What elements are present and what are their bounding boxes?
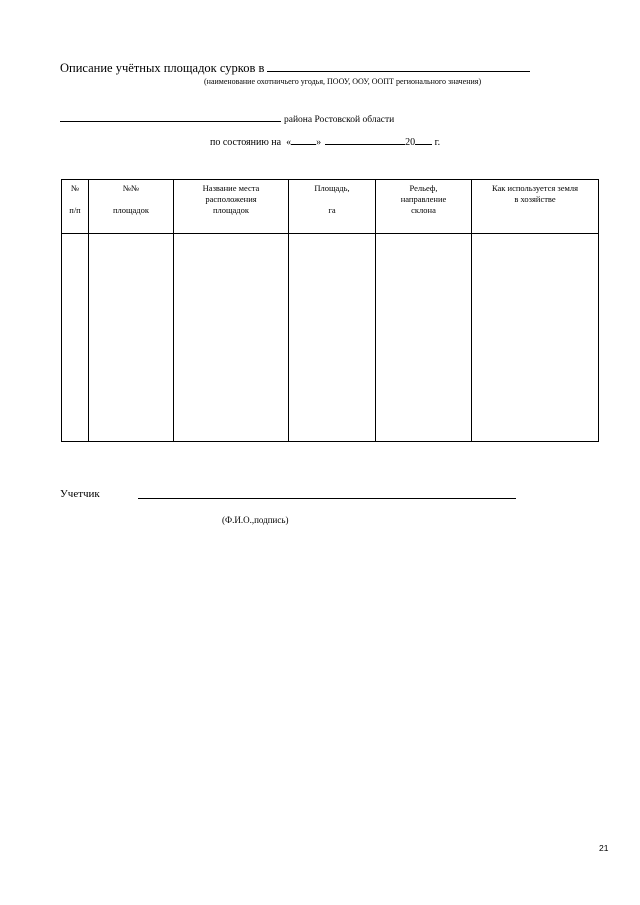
table-cell-area[interactable] xyxy=(289,234,376,442)
col-header-line: №№ xyxy=(122,183,140,193)
signature-caption: (Ф.И.О.,подпись) xyxy=(222,515,289,525)
district-blank-line[interactable] xyxy=(60,112,281,122)
col-header-line: Площадь, xyxy=(314,183,350,193)
col-header-line: в хозяйстве xyxy=(514,194,556,204)
col-header-line xyxy=(89,194,173,205)
col-header-line: п/п xyxy=(69,205,81,215)
col-header-line: Как используется земля xyxy=(491,183,579,193)
col-header-site-numbers xyxy=(89,180,174,234)
title-blank-line[interactable] xyxy=(267,60,530,72)
col-header-relief xyxy=(376,180,472,234)
year-suffix: г. xyxy=(434,137,441,148)
page-number: 21 xyxy=(599,843,609,853)
status-date-line xyxy=(210,135,440,148)
col-header-line: га xyxy=(328,205,336,215)
signer-label: Учетчик xyxy=(60,488,100,500)
table-cell-number[interactable] xyxy=(62,234,89,442)
table-cell-site-numbers[interactable] xyxy=(89,234,174,442)
table-row xyxy=(62,234,599,442)
col-header-area xyxy=(289,180,376,234)
col-header-location-name xyxy=(174,180,289,234)
col-header-line: Рельеф, xyxy=(409,183,438,193)
table-cell-land-use[interactable] xyxy=(472,234,599,442)
table-cell-location-name[interactable] xyxy=(174,234,289,442)
close-quote: » xyxy=(316,137,322,148)
signature-blank-line[interactable] xyxy=(138,498,516,499)
table-header-row xyxy=(62,180,599,234)
col-header-line: расположения xyxy=(205,194,257,204)
col-header-line: направление xyxy=(400,194,447,204)
col-header-line: площадок xyxy=(212,205,250,215)
status-prefix: по состоянию на xyxy=(210,137,282,148)
col-header-line: № xyxy=(70,183,80,193)
month-blank-line[interactable] xyxy=(325,135,405,145)
col-header-number xyxy=(62,180,89,234)
open-quote: « xyxy=(286,137,292,148)
year-prefix: 20 xyxy=(405,137,416,148)
year-blank-line[interactable] xyxy=(415,135,432,145)
day-blank-line[interactable] xyxy=(291,135,316,145)
col-header-line xyxy=(289,194,375,205)
col-header-land-use xyxy=(472,180,599,234)
col-header-line: площадок xyxy=(112,205,150,215)
col-header-line: склона xyxy=(411,205,436,215)
col-header-line: Название места xyxy=(202,183,260,193)
sites-table xyxy=(61,179,599,442)
document-title-text: Описание учётных площадок сурков в xyxy=(60,61,265,75)
document-title xyxy=(60,60,530,76)
col-header-line xyxy=(62,194,88,205)
table-cell-relief[interactable] xyxy=(376,234,472,442)
district-line xyxy=(60,112,394,125)
title-note: (наименование охотничьего угодья, ПООУ, ООУ, ООПТ регионального значения) xyxy=(204,77,482,86)
district-label: района Ростовской области xyxy=(284,115,395,125)
